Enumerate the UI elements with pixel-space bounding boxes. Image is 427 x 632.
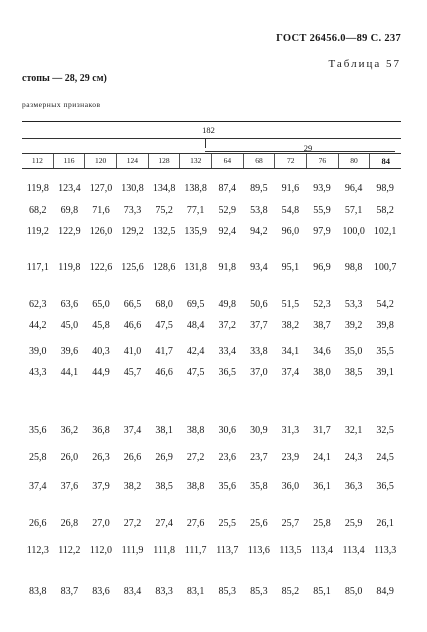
table-cell: 44,1 <box>60 367 79 378</box>
page-header-standard: ГОСТ 26456.0—89 С. 237 <box>276 33 401 44</box>
table-cell: 38,7 <box>313 320 331 331</box>
table-cell: 25,7 <box>281 518 300 529</box>
table-cell: 39,1 <box>376 367 394 378</box>
table-cell: 85,2 <box>281 586 300 597</box>
table-cell: 27,2 <box>123 518 142 529</box>
group-header-182: 182 <box>202 125 215 135</box>
table-cell: 37,4 <box>123 425 142 436</box>
table-row <box>22 545 401 556</box>
table-cell: 83,4 <box>123 586 142 597</box>
table-cell: 26,0 <box>60 452 79 463</box>
table-row <box>22 367 401 378</box>
table-cell: 38,2 <box>123 481 142 492</box>
table-cell: 45,0 <box>60 320 79 331</box>
table-cell: 112,2 <box>58 545 81 556</box>
table-cell: 122,9 <box>58 226 81 237</box>
table-cell: 37,0 <box>250 367 268 378</box>
table-cell: 47,5 <box>186 367 205 378</box>
table-cell: 27,2 <box>186 452 205 463</box>
sizes-label: размерных признаков <box>22 100 101 109</box>
table-cell: 127,0 <box>89 183 113 194</box>
table-cell: 52,3 <box>313 299 331 310</box>
table-cell: 24,1 <box>313 452 331 463</box>
column-header: 128 <box>148 154 180 168</box>
table-cell: 26,3 <box>92 452 110 463</box>
table-cell: 93,4 <box>250 262 268 273</box>
table-cell: 31,3 <box>281 425 300 436</box>
table-cell: 83,8 <box>29 586 47 597</box>
table-cell: 98,8 <box>344 262 363 273</box>
table-cell: 54,2 <box>376 299 394 310</box>
table-cell: 63,6 <box>60 299 79 310</box>
table-cell: 77,1 <box>186 205 205 216</box>
table-cell: 38,8 <box>186 481 205 492</box>
table-cell: 38,1 <box>155 425 173 436</box>
table-cell: 49,8 <box>218 299 236 310</box>
table-cell: 83,6 <box>92 586 110 597</box>
table-cell: 34,6 <box>313 346 331 357</box>
table-cell: 113,7 <box>216 545 239 556</box>
table-cell: 100,0 <box>342 226 365 237</box>
table-cell: 131,8 <box>184 262 207 273</box>
table-cell: 36,1 <box>313 481 331 492</box>
table-cell: 53,8 <box>250 205 268 216</box>
table-row <box>22 299 401 310</box>
column-header: 112 <box>31 156 43 165</box>
column-header: 124 <box>116 154 148 168</box>
table-cell: 66,5 <box>123 299 142 310</box>
table-cell: 113,5 <box>279 545 302 556</box>
table-cell: 36,8 <box>92 425 110 436</box>
table-top-rule <box>22 121 401 122</box>
table-cell: 53,3 <box>344 299 363 310</box>
table-cell: 35,5 <box>376 346 394 357</box>
table-cell: 138,8 <box>184 183 207 194</box>
table-cell: 96,4 <box>344 183 363 194</box>
table-cell: 45,8 <box>92 320 110 331</box>
table-cell: 97,9 <box>313 226 331 237</box>
table-cell: 36,5 <box>376 481 394 492</box>
table-cell: 25,6 <box>250 518 268 529</box>
table-cell: 46,6 <box>155 367 173 378</box>
table-cell: 71,6 <box>92 205 110 216</box>
table-row <box>22 183 401 194</box>
table-cell: 37,9 <box>92 481 110 492</box>
table-cell: 85,1 <box>313 586 331 597</box>
table-cell: 98,9 <box>376 183 394 194</box>
table-cell: 33,8 <box>250 346 268 357</box>
table-cell: 37,2 <box>218 320 236 331</box>
column-header: 120 <box>84 154 116 168</box>
table-cell: 117,1 <box>26 262 49 273</box>
table-cell: 36,5 <box>218 367 236 378</box>
table-cell: 39,0 <box>29 346 47 357</box>
table-cell: 32,5 <box>376 425 394 436</box>
table-cell: 34,1 <box>281 346 300 357</box>
table-row <box>22 226 401 237</box>
table-cell: 39,6 <box>60 346 79 357</box>
table-cell: 125,6 <box>121 262 144 273</box>
column-header: 132 <box>179 154 211 168</box>
table-cell: 68,2 <box>29 205 47 216</box>
table-cell: 102,1 <box>373 226 397 237</box>
table-cell: 95,1 <box>281 262 300 273</box>
table-cell: 41,7 <box>155 346 173 357</box>
table-cell: 37,6 <box>60 481 79 492</box>
table-cell: 30,9 <box>250 425 268 436</box>
column-header: 72 <box>274 154 306 168</box>
table-cell: 65,0 <box>92 299 110 310</box>
column-header: 76 <box>306 154 338 168</box>
table-cell: 23,6 <box>218 452 236 463</box>
table-cell: 48,4 <box>186 320 205 331</box>
table-cell: 128,6 <box>152 262 176 273</box>
table-cell: 134,8 <box>152 183 176 194</box>
table-cell: 69,8 <box>60 205 79 216</box>
table-cell: 42,4 <box>186 346 205 357</box>
table-cell: 50,6 <box>250 299 268 310</box>
table-cell: 113,4 <box>342 545 365 556</box>
column-header: 84 <box>369 154 401 168</box>
table-cell: 35,6 <box>29 425 47 436</box>
column-header: 80 <box>338 154 370 168</box>
table-cell: 36,2 <box>60 425 79 436</box>
table-sub-rule <box>205 151 395 152</box>
table-cell: 31,7 <box>313 425 331 436</box>
group-header-29: 29 <box>303 143 313 153</box>
table-cell: 119,8 <box>58 262 81 273</box>
table-row <box>22 518 401 529</box>
table-cell: 36,0 <box>281 481 300 492</box>
table-cell: 32,1 <box>344 425 363 436</box>
table-row <box>22 425 401 436</box>
table-row <box>22 262 401 273</box>
table-cell: 85,0 <box>344 586 363 597</box>
table-cell: 35,6 <box>218 481 236 492</box>
table-cell: 119,8 <box>26 183 49 194</box>
table-cell: 112,0 <box>89 545 113 556</box>
table-cell: 57,1 <box>344 205 363 216</box>
table-cell: 73,3 <box>123 205 142 216</box>
table-cell: 45,7 <box>123 367 142 378</box>
header-left-note: стопы — 28, 29 см) <box>22 73 107 84</box>
table-cell: 83,7 <box>60 586 79 597</box>
table-cell: 94,2 <box>250 226 268 237</box>
table-row <box>22 346 401 357</box>
table-cell: 83,1 <box>186 586 205 597</box>
table-cell: 46,6 <box>123 320 142 331</box>
table-cell: 40,3 <box>92 346 110 357</box>
table-cell: 39,2 <box>344 320 363 331</box>
table-cell: 113,6 <box>247 545 270 556</box>
table-cell: 36,3 <box>344 481 363 492</box>
table-cell: 91,6 <box>281 183 300 194</box>
table-cell: 41,0 <box>123 346 142 357</box>
table-cell: 122,6 <box>89 262 113 273</box>
table-cell: 112,3 <box>26 545 49 556</box>
table-row <box>22 586 401 597</box>
table-cell: 52,9 <box>218 205 236 216</box>
table-cell: 33,4 <box>218 346 236 357</box>
table-cell: 23,9 <box>281 452 300 463</box>
table-cell: 47,5 <box>155 320 173 331</box>
table-cell: 44,2 <box>29 320 47 331</box>
table-cell: 27,0 <box>92 518 110 529</box>
table-cell: 25,5 <box>218 518 236 529</box>
table-cell: 38,8 <box>186 425 205 436</box>
table-cell: 44,9 <box>92 367 110 378</box>
table-cell: 25,8 <box>313 518 331 529</box>
table-title: Таблица 57 <box>328 58 401 70</box>
table-cell: 92,4 <box>218 226 236 237</box>
table-cell: 75,2 <box>155 205 173 216</box>
table-cell: 39,8 <box>376 320 394 331</box>
table-cell: 26,8 <box>60 518 79 529</box>
column-header-row <box>22 153 401 169</box>
table-cell: 89,5 <box>250 183 268 194</box>
table-cell: 38,2 <box>281 320 300 331</box>
table-cell: 27,4 <box>155 518 173 529</box>
table-cell: 129,2 <box>121 226 144 237</box>
table-cell: 111,9 <box>121 545 144 556</box>
table-cell: 85,3 <box>250 586 268 597</box>
table-cell: 30,6 <box>218 425 236 436</box>
table-cell: 37,4 <box>281 367 300 378</box>
group-divider <box>205 138 206 148</box>
table-cell: 113,3 <box>374 545 397 556</box>
column-header: 68 <box>243 154 275 168</box>
table-cell: 24,3 <box>344 452 363 463</box>
table-cell: 62,3 <box>29 299 47 310</box>
table-cell: 27,6 <box>186 518 205 529</box>
table-cell: 111,7 <box>184 545 207 556</box>
table-row <box>22 205 401 216</box>
table-cell: 35,0 <box>344 346 363 357</box>
table-cell: 26,9 <box>155 452 173 463</box>
table-cell: 38,5 <box>155 481 173 492</box>
table-cell: 43,3 <box>29 367 47 378</box>
table-cell: 135,9 <box>184 226 207 237</box>
table-cell: 132,5 <box>152 226 176 237</box>
table-cell: 54,8 <box>281 205 300 216</box>
table-cell: 37,7 <box>250 320 268 331</box>
table-cell: 83,3 <box>155 586 173 597</box>
column-header: 64 <box>211 154 243 168</box>
table-cell: 87,4 <box>218 183 236 194</box>
table-cell: 96,0 <box>281 226 300 237</box>
table-cell: 25,9 <box>344 518 363 529</box>
table-cell: 26,6 <box>29 518 47 529</box>
table-cell: 25,8 <box>29 452 47 463</box>
table-cell: 130,8 <box>121 183 144 194</box>
table-cell: 68,0 <box>155 299 173 310</box>
column-header: 116 <box>53 154 85 168</box>
table-cell: 26,1 <box>376 518 394 529</box>
table-cell: 85,3 <box>218 586 236 597</box>
table-cell: 100,7 <box>373 262 397 273</box>
table-row <box>22 320 401 331</box>
table-cell: 55,9 <box>313 205 331 216</box>
table-cell: 35,8 <box>250 481 268 492</box>
table-row <box>22 452 401 463</box>
table-cell: 84,9 <box>376 586 394 597</box>
table-cell: 58,2 <box>376 205 394 216</box>
table-cell: 123,4 <box>58 183 81 194</box>
table-mid-rule <box>22 138 401 139</box>
table-cell: 51,5 <box>281 299 300 310</box>
table-cell: 93,9 <box>313 183 331 194</box>
table-cell: 23,7 <box>250 452 268 463</box>
table-cell: 38,0 <box>313 367 331 378</box>
table-cell: 126,0 <box>89 226 113 237</box>
table-cell: 69,5 <box>186 299 205 310</box>
table-cell: 24,5 <box>376 452 394 463</box>
table-cell: 26,6 <box>123 452 142 463</box>
table-cell: 38,5 <box>344 367 363 378</box>
table-cell: 119,2 <box>26 226 49 237</box>
table-row <box>22 481 401 492</box>
table-cell: 111,8 <box>153 545 175 556</box>
table-cell: 113,4 <box>310 545 334 556</box>
table-cell: 96,9 <box>313 262 331 273</box>
table-cell: 37,4 <box>29 481 47 492</box>
table-cell: 91,8 <box>218 262 236 273</box>
